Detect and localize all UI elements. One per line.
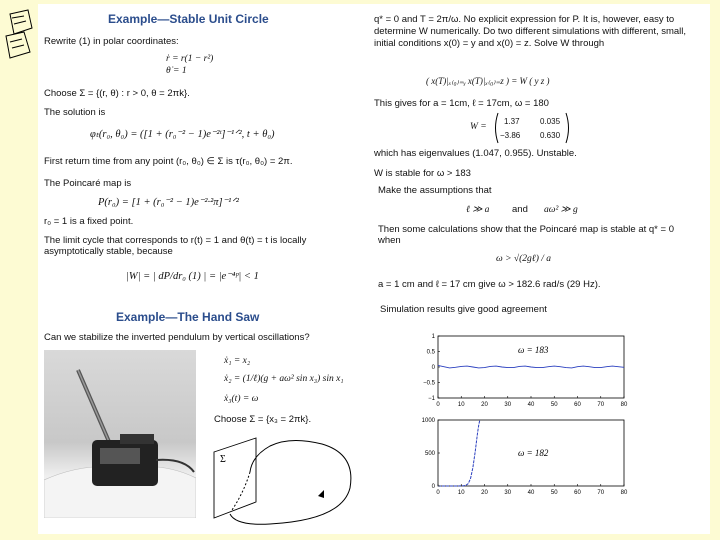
plot-omega-182 xyxy=(398,414,638,498)
plot-title: ω = 183 xyxy=(518,345,549,355)
choose-sigma-text: Choose Σ = {(r, θ) : r > 0, θ = 2πk}. xyxy=(44,88,190,99)
polar-eq-r: ṙ = r(1 − r²) xyxy=(166,54,214,64)
first-return-text: First return time from any point (r₀, θ₀) ∈ Σ is τ(r₀, θ₀) = 2π. xyxy=(44,156,293,167)
plot-omega-183 xyxy=(398,328,638,412)
fixed-point-text: r₀ = 1 is a fixed point. xyxy=(44,216,134,227)
x-tick-label: 20 xyxy=(481,402,488,408)
assumption-aw2-gg-g: aω² ≫ g xyxy=(544,205,578,215)
sigma-label: Σ xyxy=(220,454,226,465)
x-tick-label: 30 xyxy=(504,490,512,496)
x-tick-label: 50 xyxy=(550,402,558,408)
then-calculations-text: Then some calculations show that the Poincaré map is stable at q* = 0 when xyxy=(378,224,674,246)
y-tick-label: −0.5 xyxy=(423,380,435,387)
choose-sigma-x3-text: Choose Σ = {x₃ = 2πk}. xyxy=(214,414,312,425)
assumptions-text: Make the assumptions that xyxy=(378,185,492,196)
heading-stable-unit-circle: Example—Stable Unit Circle xyxy=(108,12,269,26)
trajectory-curve xyxy=(230,440,351,524)
x-tick-label: 20 xyxy=(481,490,488,496)
intro-text: q* = 0 and T = 2π/ω. No explicit expression for P. It is, however, easy to determine W numerically. Do two different simulations with different, small, initial conditions x(0) = y and x(0) = z. Solve W through xyxy=(374,14,687,49)
poincare-equation: P(r₀) = [1 + (r₀⁻² − 1)e⁻²·²π]⁻¹ᐟ² xyxy=(98,197,239,208)
plot-title: ω = 182 xyxy=(518,448,549,458)
w-label: W = xyxy=(470,122,487,132)
university-logo xyxy=(2,6,36,66)
assumption-l-gg-a: ℓ ≫ a xyxy=(466,205,490,215)
x-tick-label: 70 xyxy=(597,402,605,408)
arrow-icon xyxy=(318,490,324,498)
x-tick-label: 0 xyxy=(436,402,440,408)
x-tick-label: 60 xyxy=(574,402,581,408)
x-tick-label: 10 xyxy=(457,402,465,408)
limit-cycle-text: The limit cycle that corresponds to r(t) = 1 and θ(t) = t is locally asymptotically stable, because xyxy=(44,235,307,257)
w-matrix-cell: 1.37 xyxy=(504,117,520,126)
omega-condition: ω > √(2gℓ) / a xyxy=(496,254,552,264)
right-bracket xyxy=(564,112,572,144)
w-matrix-cell: −3.86 xyxy=(500,131,521,140)
x-tick-label: 10 xyxy=(457,490,465,496)
y-tick-label: 0.5 xyxy=(426,349,435,356)
trajectory-hidden xyxy=(232,472,250,510)
hand-saw-photo xyxy=(44,350,196,518)
x-tick-label: 60 xyxy=(574,490,581,496)
y-tick-label: 500 xyxy=(424,451,435,457)
w-magnitude-equation: |W| = | dP/dr₀ (1) | = |e⁻⁴ᵖ| < 1 xyxy=(126,271,259,282)
x-tick-label: 50 xyxy=(550,490,558,496)
assumption-and: and xyxy=(512,204,528,215)
y-tick-label: 0 xyxy=(431,365,435,371)
eigenvalues-text: which has eigenvalues (1.047, 0.955). Unstable. xyxy=(374,148,577,159)
gives-text: This gives for a = 1cm, ℓ = 17cm, ω = 180 xyxy=(374,98,549,109)
solution-text: The solution is xyxy=(44,107,106,118)
y-tick-label: 1 xyxy=(431,334,435,340)
poincare-map-text: The Poincaré map is xyxy=(44,178,132,189)
x-tick-label: 30 xyxy=(504,402,512,408)
solve-w-equation: ( x(T)|ₓ₍₀₎₌ᵧ x(T)|ₓ₍₀₎₌z ) = W ( y z ) xyxy=(426,76,550,86)
x-tick-label: 70 xyxy=(597,490,605,496)
x-tick-label: 40 xyxy=(527,402,535,408)
result-text: a = 1 cm and ℓ = 17 cm give ω > 182.6 rad/s (29 Hz). xyxy=(378,279,601,290)
series-line xyxy=(438,420,480,486)
y-tick-label: 0 xyxy=(431,484,435,490)
w-matrix-cell: 0.630 xyxy=(540,131,561,140)
polar-eq-theta: θ̇ = 1 xyxy=(166,66,187,76)
left-bracket xyxy=(492,112,500,144)
x-tick-label: 0 xyxy=(436,490,440,496)
y-tick-label: 1000 xyxy=(421,418,435,424)
stable-text: W is stable for ω > 183 xyxy=(374,168,471,179)
solution-equation: φₜ(r₀, θ₀) = ([1 + (r₀⁻² − 1)e⁻²ᵗ]⁻¹ᐟ², t + θ₀) xyxy=(90,129,275,140)
x-tick-label: 80 xyxy=(620,402,628,408)
y-tick-label: −1 xyxy=(428,396,435,402)
pendulum-eq-x2: ẋ₂ = (1/ℓ)(g + aω² sin x₃) sin x₁ xyxy=(224,374,344,384)
hand-saw-illustration xyxy=(44,350,196,518)
slide-page xyxy=(38,4,710,534)
pendulum-eq-x1: ẋ₁ = x₂ xyxy=(224,356,251,366)
x-tick-label: 80 xyxy=(620,490,628,496)
pendulum-question: Can we stabilize the inverted pendulum by vertical oscillations? xyxy=(44,332,310,343)
series-line xyxy=(438,365,624,368)
rewrite-text: Rewrite (1) in polar coordinates: xyxy=(44,36,179,47)
w-matrix-cell: 0.035 xyxy=(540,117,561,126)
heading-hand-saw: Example—The Hand Saw xyxy=(116,310,260,324)
poincare-section-diagram xyxy=(210,432,360,528)
simulation-text: Simulation results give good agreement xyxy=(380,304,547,315)
x-tick-label: 40 xyxy=(527,490,535,496)
pendulum-eq-x3: ẋ₃(t) = ω xyxy=(224,394,259,404)
